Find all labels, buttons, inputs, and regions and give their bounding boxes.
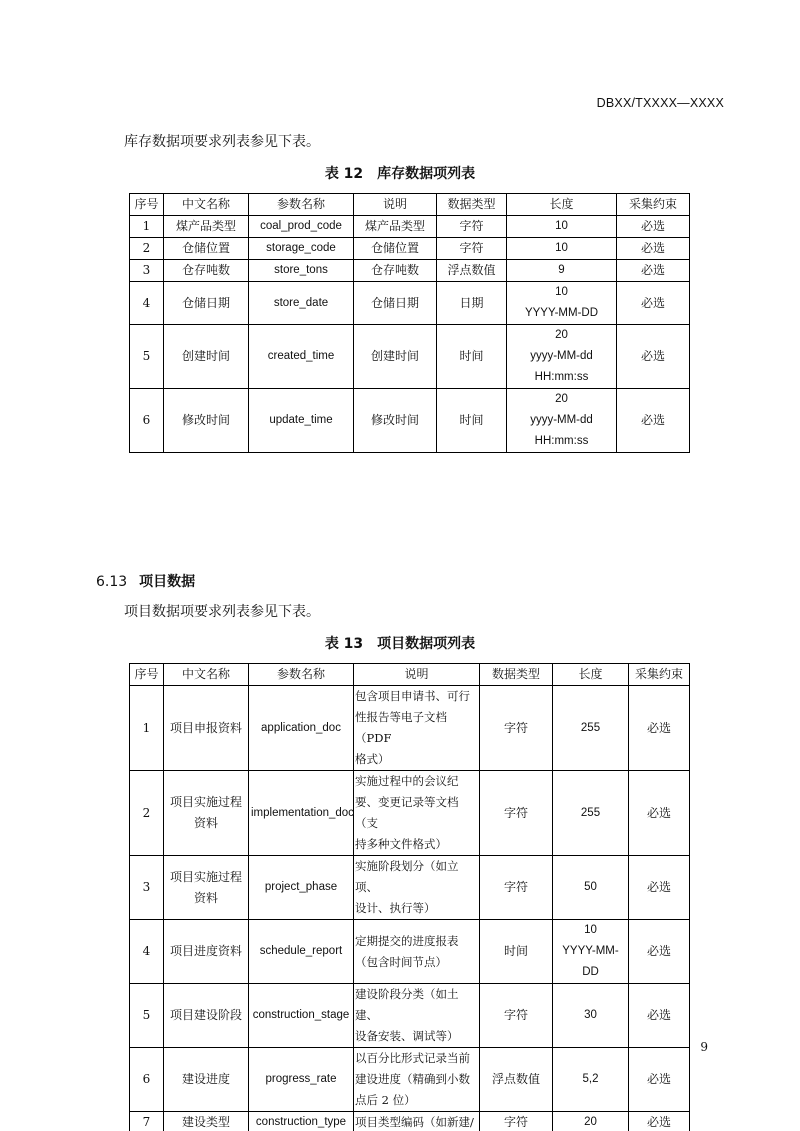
cell-length: 9 [507,260,617,282]
cell-cn-name: 仓储日期 [164,282,249,325]
cell-description: 建设阶段分类（如土建、 设备安装、调试等） [354,984,480,1048]
col-header: 说明 [354,194,437,216]
cell-data-type: 字符 [480,686,553,771]
cell-data-type: 时间 [480,920,553,984]
cell-cn-name: 创建时间 [164,325,249,389]
cell-length: 20 yyyy-MM-dd HH:mm:ss [507,325,617,389]
table-row [130,325,690,389]
cell-data-type: 字符 [480,771,553,856]
cell-cn-name: 项目申报资料 [164,686,249,771]
cell-data-type: 浮点数值 [480,1048,553,1112]
cell-constraint: 必选 [629,856,690,920]
cell-description: 修改时间 [354,389,437,453]
cell-cn-name: 仓储位置 [164,238,249,260]
cell-constraint: 必选 [629,920,690,984]
cell-data-type: 时间 [437,325,507,389]
cell-length: 255 [553,686,629,771]
table-row [130,260,690,282]
table-row [130,216,690,238]
cell-index: 3 [130,260,164,282]
cell-cn-name: 项目进度资料 [164,920,249,984]
cell-data-type: 字符 [437,238,507,260]
col-header: 数据类型 [437,194,507,216]
cell-constraint: 必选 [617,325,690,389]
cell-description: 以百分比形式记录当前 建设进度（精确到小数 点后 2 位） [354,1048,480,1112]
col-header: 参数名称 [249,194,354,216]
cell-param-name: update_time [249,389,354,453]
cell-param-name: store_date [249,282,354,325]
cell-index: 6 [130,1048,164,1112]
table-row [130,856,690,920]
cell-length: 10 [507,238,617,260]
cell-param-name: construction_type [249,1112,354,1131]
cell-data-type: 字符 [480,1112,553,1131]
col-header: 采集约束 [629,664,690,686]
cell-cn-name: 项目实施过程 资料 [164,856,249,920]
cell-length: 10 YYYY-MM-DD [553,920,629,984]
cell-constraint: 必选 [629,1048,690,1112]
intro-paragraph-13: 项目数据项要求列表参见下表。 [124,604,320,620]
cell-length: 30 [553,984,629,1048]
cell-data-type: 字符 [437,216,507,238]
cell-description: 仓存吨数 [354,260,437,282]
cell-index: 5 [130,325,164,389]
table-row [130,984,690,1048]
cell-data-type: 日期 [437,282,507,325]
cell-index: 1 [130,216,164,238]
cell-param-name: project_phase [249,856,354,920]
table-row [130,1112,690,1131]
col-header: 中文名称 [164,194,249,216]
table-13-caption: 表 13 项目数据项列表 [324,636,476,652]
project-table [129,663,690,1131]
table-row [130,771,690,856]
table-row [130,1048,690,1112]
cell-description: 实施过程中的会议纪 要、变更记录等文档（支 持多种文件格式） [354,771,480,856]
document-code: DBXX/TXXXX—XXXX [596,96,724,110]
cell-constraint: 必选 [617,260,690,282]
cell-constraint: 必选 [629,686,690,771]
cell-data-type: 时间 [437,389,507,453]
cell-description: 包含项目申请书、可行 性报告等电子文档（PDF 格式） [354,686,480,771]
cell-param-name: store_tons [249,260,354,282]
cell-index: 4 [130,920,164,984]
cell-constraint: 必选 [617,389,690,453]
cell-description: 实施阶段划分（如立项、 设计、执行等） [354,856,480,920]
cell-length: 5,2 [553,1048,629,1112]
cell-data-type: 字符 [480,856,553,920]
cell-description: 仓储日期 [354,282,437,325]
cell-cn-name: 项目实施过程 资料 [164,771,249,856]
cell-index: 5 [130,984,164,1048]
cell-data-type: 浮点数值 [437,260,507,282]
cell-constraint: 必选 [629,771,690,856]
col-header: 序号 [130,664,164,686]
inventory-table [129,193,690,453]
cell-constraint: 必选 [617,282,690,325]
table-header-row [130,194,690,216]
cell-index: 7 [130,1112,164,1131]
cell-index: 6 [130,389,164,453]
col-header: 长度 [553,664,629,686]
section-number: 6.13 [96,574,128,590]
cell-param-name: application_doc [249,686,354,771]
col-header: 序号 [130,194,164,216]
cell-data-type: 字符 [480,984,553,1048]
cell-constraint: 必选 [617,238,690,260]
cell-length: 10 [507,216,617,238]
cell-param-name: construction_stage [249,984,354,1048]
table-row [130,920,690,984]
col-header: 说明 [354,664,480,686]
cell-length: 20 yyyy-MM-dd HH:mm:ss [507,389,617,453]
cell-cn-name: 煤产品类型 [164,216,249,238]
page-number: 9 [700,1040,708,1054]
table-row [130,389,690,453]
cell-cn-name: 仓存吨数 [164,260,249,282]
cell-param-name: coal_prod_code [249,216,354,238]
cell-length: 255 [553,771,629,856]
cell-param-name: storage_code [249,238,354,260]
cell-index: 3 [130,856,164,920]
col-header: 参数名称 [249,664,354,686]
section-heading [96,571,195,591]
cell-cn-name: 修改时间 [164,389,249,453]
cell-param-name: progress_rate [249,1048,354,1112]
cell-cn-name: 建设类型 [164,1112,249,1131]
cell-constraint: 必选 [629,984,690,1048]
cell-index: 1 [130,686,164,771]
cell-param-name: implementation_doc [249,771,354,856]
col-header: 采集约束 [617,194,690,216]
table-header-row [130,664,690,686]
cell-length: 20 [553,1112,629,1131]
cell-description: 仓储位置 [354,238,437,260]
table-row [130,282,690,325]
cell-index: 2 [130,771,164,856]
table-row [130,686,690,771]
cell-length: 10 YYYY-MM-DD [507,282,617,325]
cell-description: 定期提交的进度报表 （包含时间节点） [354,920,480,984]
cell-cn-name: 项目建设阶段 [164,984,249,1048]
cell-param-name: schedule_report [249,920,354,984]
intro-paragraph-12: 库存数据项要求列表参见下表。 [124,134,320,150]
cell-length: 50 [553,856,629,920]
col-header: 长度 [507,194,617,216]
cell-constraint: 必选 [629,1112,690,1131]
cell-constraint: 必选 [617,216,690,238]
table-row [130,238,690,260]
cell-description: 创建时间 [354,325,437,389]
cell-index: 4 [130,282,164,325]
cell-index: 2 [130,238,164,260]
cell-cn-name: 建设进度 [164,1048,249,1112]
cell-param-name: created_time [249,325,354,389]
section-title: 项目数据 [139,574,196,590]
table-12-caption: 表 12 库存数据项列表 [324,166,476,182]
col-header: 中文名称 [164,664,249,686]
col-header: 数据类型 [480,664,553,686]
cell-description: 煤产品类型 [354,216,437,238]
cell-description: 项目类型编码（如新建/ [354,1112,480,1131]
